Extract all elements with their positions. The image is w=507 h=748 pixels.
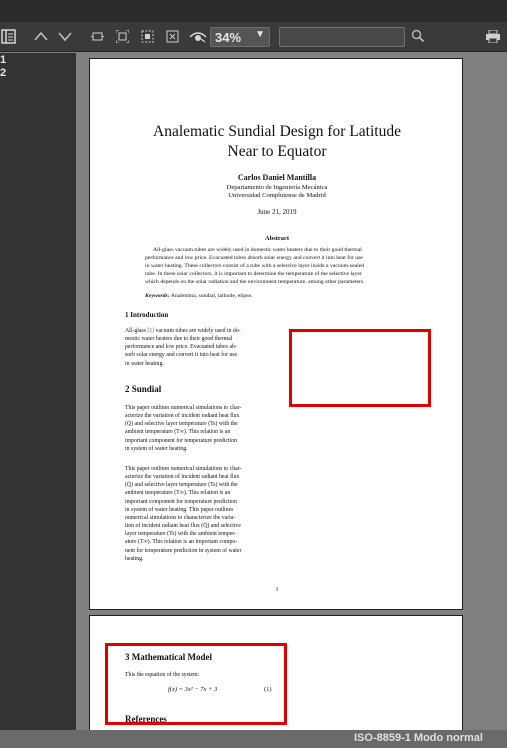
text-line: in system of water heating. This paper outlines (125, 506, 234, 513)
abstract-line: tube. In these solar collectors, it is important to determine the temperature of the selective layer (145, 271, 362, 277)
sidebar-page-number[interactable]: 2 (0, 67, 7, 79)
text-line: (Q̇) and selective layer temperature (Ts) with the (125, 482, 238, 489)
chevron-up-icon[interactable] (33, 30, 49, 42)
page-number: 1 (275, 586, 279, 593)
abstract-line: in water heating. These collectors consist of a tube with a selective layer inside a vacuum-sealed (145, 263, 365, 269)
abstract-line: performance and low price. Evacuated tubes absorb solar energy and convert it into heat for use (145, 255, 363, 261)
abstract-body (145, 246, 410, 286)
sidebar-page-number[interactable]: 1 (0, 54, 7, 66)
text-line: This paper outlines numerical simulations to char- (125, 405, 242, 411)
equation: f(x) = 3x² − 7x + 3 (168, 686, 218, 693)
search-input[interactable] (279, 27, 405, 47)
intro-paragraph (125, 327, 274, 368)
section-heading: 3 Mathematical Model (125, 652, 212, 662)
affiliation: Departamento de Ingeniería Mecánica (226, 184, 328, 191)
keywords-text: Analemma, sundial, latitude, elipse. (170, 293, 253, 299)
document-page-2 (89, 615, 463, 735)
keywords-label: Keywords: (145, 293, 170, 299)
text-line: This paper outlines numerical simulations to char- (125, 466, 242, 472)
eye-icon[interactable] (189, 30, 207, 43)
text-line: tion of incident radiant heat flux (Q̇) and selective (125, 523, 241, 530)
text-line: important component for temperature prediction (125, 498, 238, 505)
text-line: mestic water heaters due to their good thermal (125, 336, 233, 343)
title-bar (0, 0, 507, 22)
citation-link[interactable]: [1] (147, 328, 155, 334)
fit-page-icon[interactable] (91, 30, 104, 43)
text-line: performance and low price. Evacuated tubes ab- (125, 344, 237, 351)
abstract-line: All-glass vacuum tubes are widely used in domestic water heaters due to their good thermal (153, 247, 362, 253)
document-page-1 (89, 58, 463, 610)
section-heading: 2 Sundial (125, 384, 162, 394)
text-line: in system of water heating. (125, 445, 188, 452)
search-icon[interactable] (411, 29, 425, 43)
paper-title-line: Near to Equator (227, 143, 327, 160)
text-line: acterize the variation of incident radiant heat flux (125, 474, 240, 481)
section-heading: 1 Introduction (125, 311, 169, 319)
highlight-box (105, 643, 287, 725)
sidebar-toggle-icon[interactable] (1, 29, 16, 44)
chevron-down-icon[interactable] (57, 30, 73, 42)
continuous-icon[interactable] (166, 30, 179, 43)
references-heading: References (125, 714, 167, 724)
text-line: sorb solar energy and convert it into heat for use (125, 352, 238, 359)
dual-page-icon[interactable] (141, 30, 154, 43)
text-line: layer temperature (Ts) with the ambient temper- (125, 531, 237, 538)
text-line: ambient temperature (T∞). This relation is an (125, 490, 231, 497)
fit-width-icon[interactable] (116, 30, 129, 43)
zoom-value: 34% (215, 30, 242, 45)
zoom-select[interactable] (210, 27, 270, 47)
text-line: nent for temperature prediction in system of water (125, 547, 242, 554)
text-line: important component for temperature prediction (125, 437, 238, 444)
text-line: ambient temperature (T∞). This relation is an (125, 429, 231, 436)
chevron-down-icon: ▼ (255, 29, 265, 40)
equation-number: (1) (264, 686, 272, 693)
status-bar (0, 730, 507, 748)
paper-title-line: Analematic Sundial Design for Latitude (153, 123, 401, 140)
abstract-line: which depends on the solar radiation and the environment temperature, among other parameters. (145, 279, 365, 285)
text-line: ature (T∞). This relation is an important compo- (125, 539, 238, 546)
keywords (145, 293, 410, 299)
page-index-sidebar (0, 53, 76, 730)
text-line: numerical simulations to characterize the varia- (125, 514, 236, 521)
abstract-heading: Abstract (264, 235, 290, 242)
model-intro-text: This the equation of the system: (125, 672, 200, 678)
date: June 21, 2019 (257, 208, 297, 216)
affiliation: Universidad Complutense de Madrid (228, 192, 326, 199)
print-icon[interactable] (486, 30, 500, 43)
text-line: acterize the variation of incident radiant heat flux (125, 413, 240, 420)
author-name: Carlos Daniel Mantilla (237, 173, 317, 182)
sundial-paragraph-1 (125, 404, 274, 453)
text-line: in water heating. (125, 360, 164, 367)
text-line: heating. (125, 555, 144, 562)
status-text: ISO-8859-1 Modo normal (354, 732, 483, 744)
text-line: (Q̇) and selective layer temperature (Ts) with the (125, 421, 238, 428)
text-line: All-glass [1] vacuum tubes are widely used in do- (125, 328, 241, 334)
sundial-paragraph-2 (125, 465, 274, 563)
highlight-box (289, 329, 431, 407)
